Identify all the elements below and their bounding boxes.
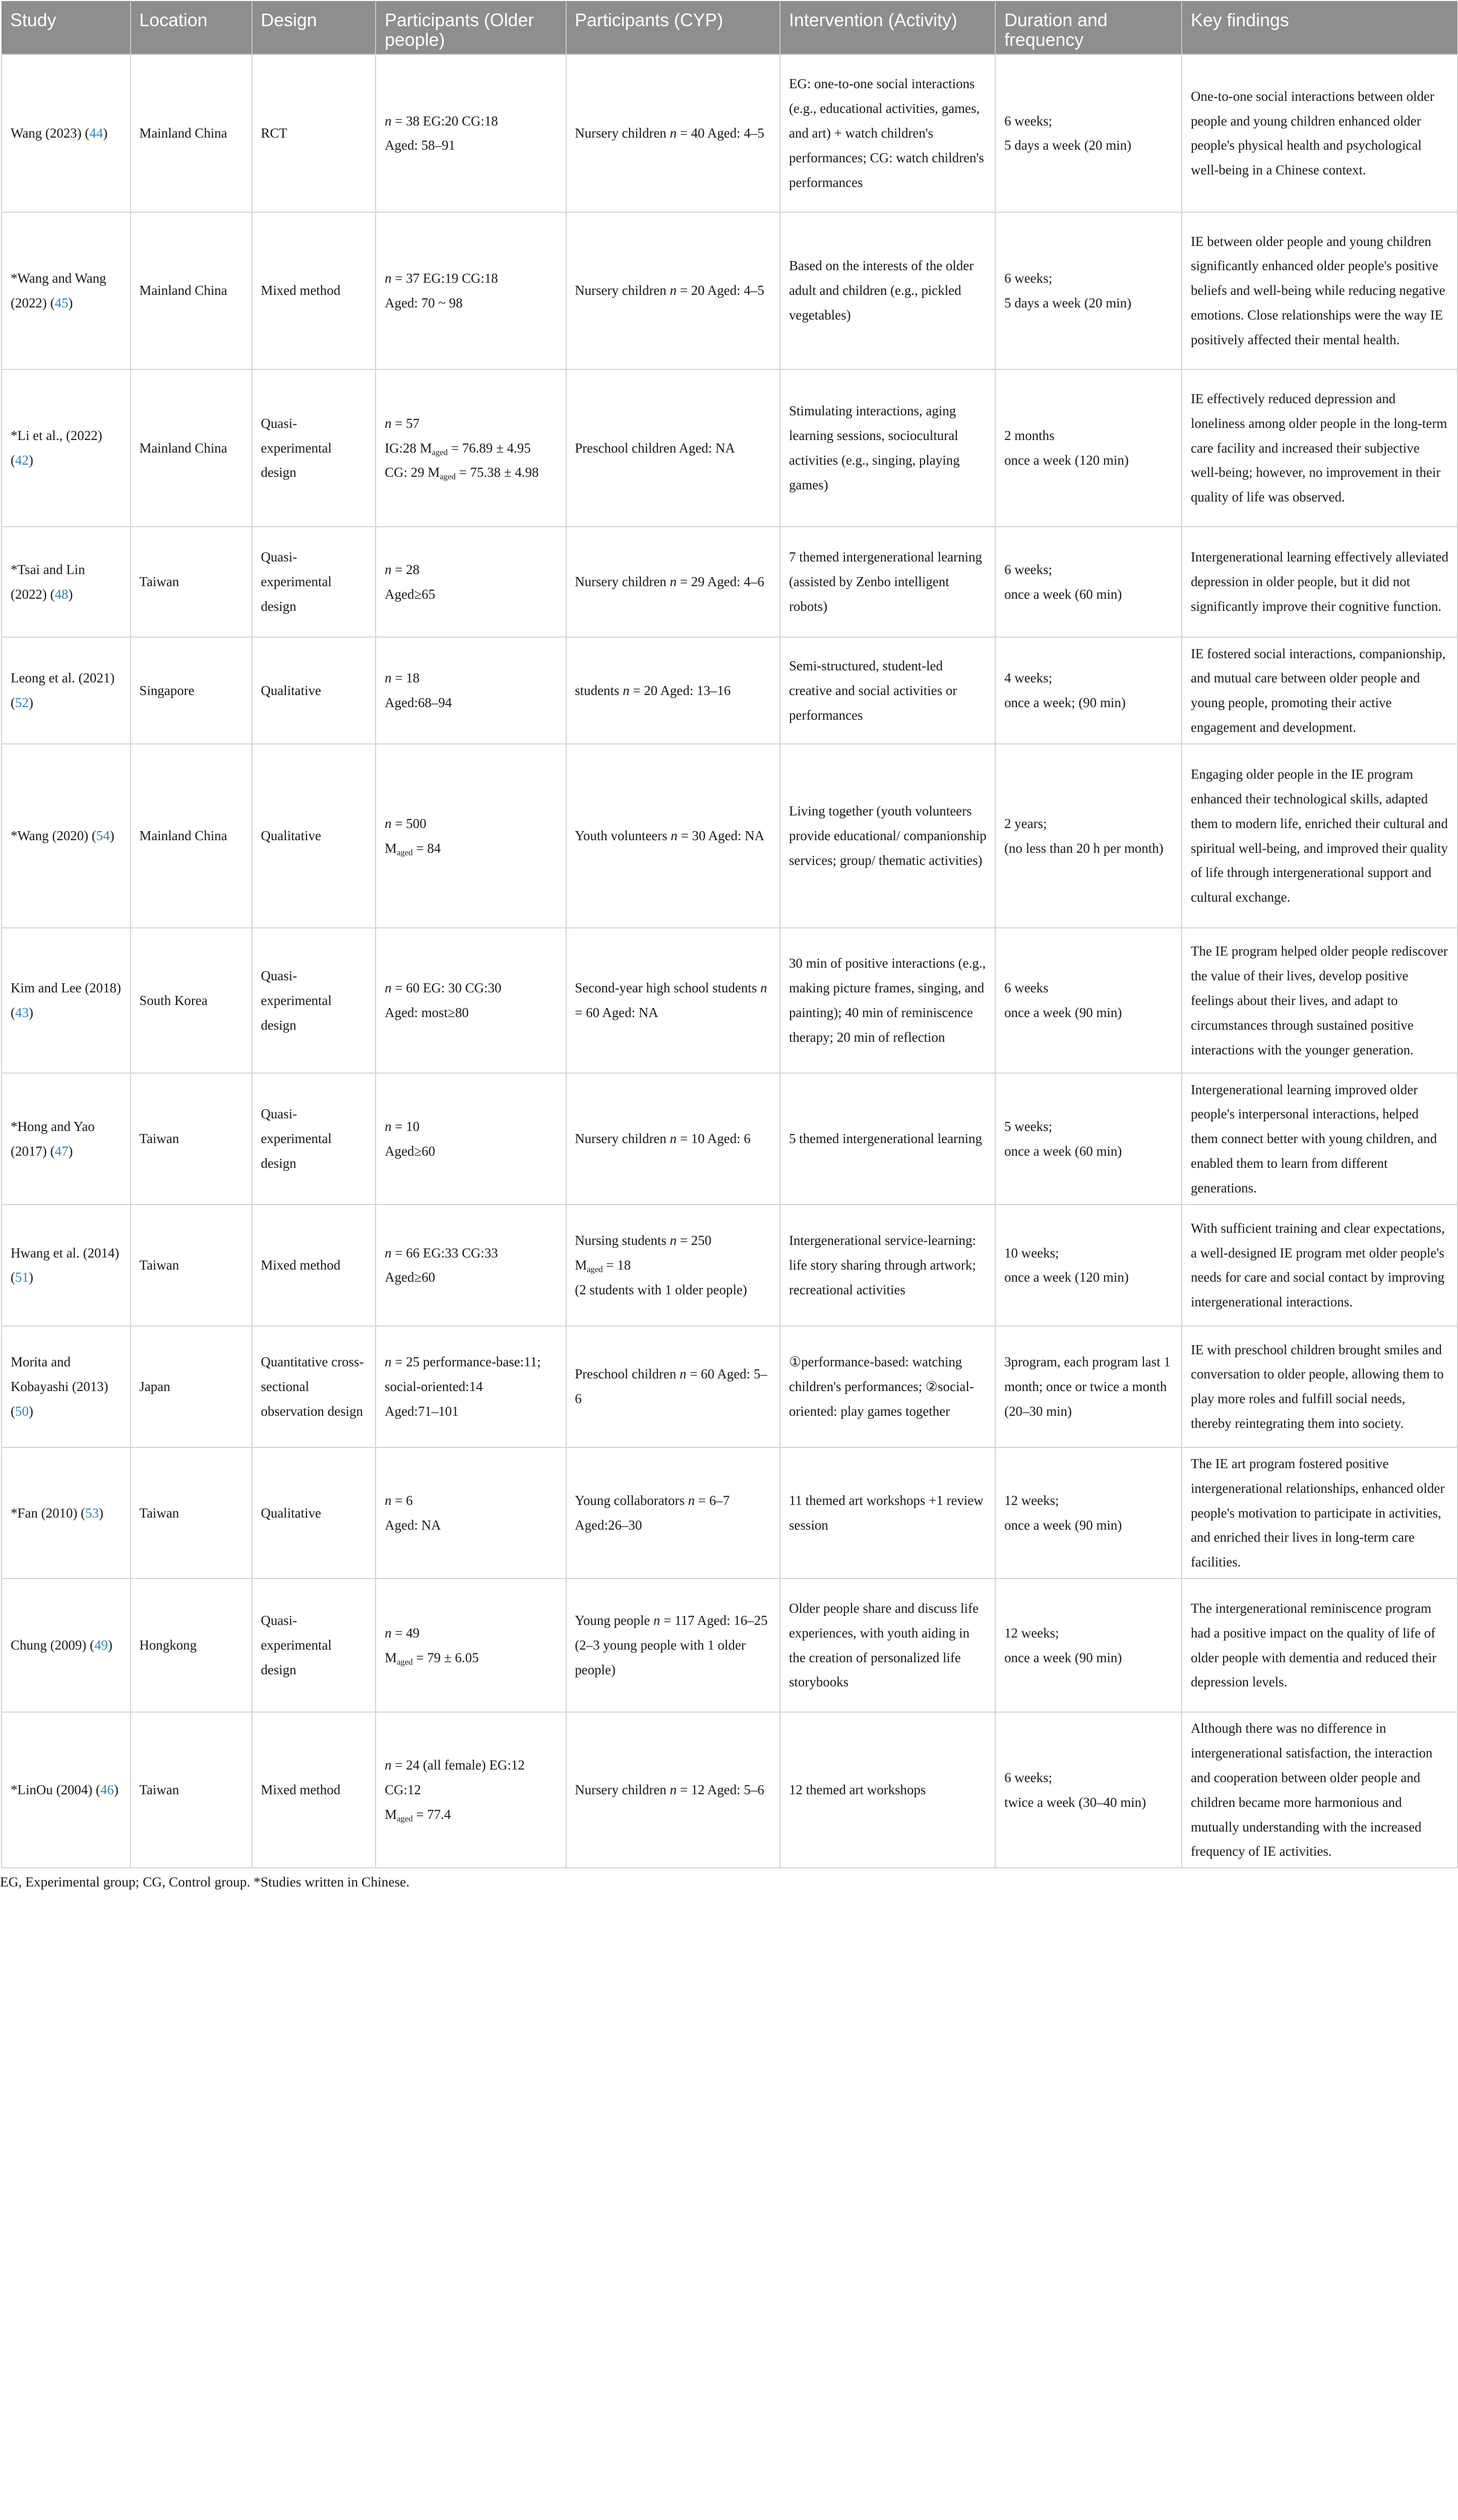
cell-participants-older: n = 500 $M_{aged} = 84$ xyxy=(376,744,566,928)
cell-location: Taiwan xyxy=(131,1712,252,1868)
cell-duration: 12 weeks; once a week (90 min) xyxy=(995,1447,1182,1579)
table-row xyxy=(2,928,1457,1073)
reference-link[interactable]: 42 xyxy=(15,452,29,468)
cell-intervention: ①performance-based: watching children's performances; ②social-oriented: play games together xyxy=(780,1326,995,1447)
cell-key-findings: IE fostered social interactions, companionship, and mutual care between older people and young people, promoting their active engagement and development. xyxy=(1182,637,1457,744)
reference-link[interactable]: 52 xyxy=(15,695,29,711)
cell-study: Chung (2009) (49) xyxy=(2,1579,130,1712)
table-header-row xyxy=(2,1,1457,54)
cell-location: Mainland China xyxy=(131,54,252,212)
cell-participants-older: n = 49 $M_{aged} = 79 \pm 6.05$ xyxy=(376,1579,566,1712)
header-location: Location xyxy=(131,1,252,54)
cell-participants-cyp: students n = 20 Aged: 13–16 xyxy=(566,637,780,744)
header-participants-older: Participants (Older people) xyxy=(376,1,566,54)
cell-participants-cyp: Nursing students n = 250 $M_{aged} = 18$ (2 students with 1 older people) xyxy=(566,1205,780,1326)
cell-intervention: Semi-structured, student-led creative and social activities or performances xyxy=(780,637,995,744)
cell-design: RCT xyxy=(252,54,376,212)
header-key-findings: Key findings xyxy=(1182,1,1457,54)
cell-location: Mainland China xyxy=(131,212,252,369)
cell-participants-cyp: Preschool children Aged: NA xyxy=(566,369,780,527)
cell-intervention: 7 themed intergenerational learning (assisted by Zenbo intelligent robots) xyxy=(780,527,995,637)
table-row xyxy=(2,1073,1457,1205)
cell-design: Qualitative xyxy=(252,1447,376,1579)
cell-participants-older: n = 38 EG:20 CG:18 Aged: 58–91 xyxy=(376,54,566,212)
cell-design: Quantitative cross-sectional observation design xyxy=(252,1326,376,1447)
cell-duration: 2 years; (no less than 20 h per month) xyxy=(995,744,1182,928)
cell-study: Morita and Kobayashi (2013) (50) xyxy=(2,1326,130,1447)
reference-link[interactable]: 48 xyxy=(54,586,69,602)
table-footnote: EG, Experimental group; CG, Control group. *Studies written in Chinese. xyxy=(0,1874,410,1890)
cell-study: *Fan (2010) (53) xyxy=(2,1447,130,1579)
cell-study: *Tsai and Lin (2022) (48) xyxy=(2,527,130,637)
cell-intervention: Stimulating interactions, aging learning sessions, sociocultural activities (e.g., singing, playing games) xyxy=(780,369,995,527)
reference-link[interactable]: 44 xyxy=(89,125,103,141)
cell-participants-older: n = 60 EG: 30 CG:30 Aged: most≥80 xyxy=(376,928,566,1073)
cell-participants-older: n = 57 IG:28 $M_{aged} = 76.89 \pm 4.95$ CG: 29 $M_{aged} = 75.38 \pm 4.98$ xyxy=(376,369,566,527)
cell-key-findings: IE between older people and young children significantly enhanced older people's positive beliefs and well-being while reducing negative emotions. Close relationships were the way IE positively affected their mental health. xyxy=(1182,212,1457,369)
cell-duration: 5 weeks; once a week (60 min) xyxy=(995,1073,1182,1205)
reference-link[interactable]: 45 xyxy=(54,295,69,310)
header-study: Study xyxy=(2,1,130,54)
cell-design: Quasi-experimental design xyxy=(252,1073,376,1205)
cell-intervention: 11 themed art workshops +1 review session xyxy=(780,1447,995,1579)
cell-intervention: EG: one-to-one social interactions (e.g., educational activities, games, and art) + watch children's performances; CG: watch children's performances xyxy=(780,54,995,212)
cell-duration: 10 weeks; once a week (120 min) xyxy=(995,1205,1182,1326)
cell-key-findings: IE with preschool children brought smiles and conversation to older people, allowing them to play more roles and fulfill social needs, thereby reintegrating them into society. xyxy=(1182,1326,1457,1447)
cell-design: Mixed method xyxy=(252,212,376,369)
cell-location: South Korea xyxy=(131,928,252,1073)
cell-duration: 12 weeks; once a week (90 min) xyxy=(995,1579,1182,1712)
cell-key-findings: With sufficient training and clear expectations, a well-designed IE program met older people's needs for care and social contact by improving intergenerational interactions. xyxy=(1182,1205,1457,1326)
cell-design: Quasi-experimental design xyxy=(252,1579,376,1712)
cell-study: Kim and Lee (2018) (43) xyxy=(2,928,130,1073)
header-intervention: Intervention (Activity) xyxy=(780,1,995,54)
cell-duration: 6 weeks once a week (90 min) xyxy=(995,928,1182,1073)
cell-location: Taiwan xyxy=(131,1205,252,1326)
cell-participants-older: n = 25 performance-base:11; social-oriented:14 Aged:71–101 xyxy=(376,1326,566,1447)
table-row xyxy=(2,1579,1457,1712)
cell-location: Mainland China xyxy=(131,744,252,928)
cell-location: Singapore xyxy=(131,637,252,744)
cell-study: Hwang et al. (2014) (51) xyxy=(2,1205,130,1326)
cell-participants-older: n = 66 EG:33 CG:33 Aged≥60 xyxy=(376,1205,566,1326)
reference-link[interactable]: 50 xyxy=(15,1403,29,1419)
cell-location: Hongkong xyxy=(131,1579,252,1712)
cell-study: *LinOu (2004) (46) xyxy=(2,1712,130,1868)
table-row xyxy=(2,1205,1457,1326)
header-design: Design xyxy=(252,1,376,54)
cell-design: Quasi-experimental design xyxy=(252,928,376,1073)
cell-design: Qualitative xyxy=(252,637,376,744)
cell-design: Mixed method xyxy=(252,1205,376,1326)
table-row xyxy=(2,744,1457,928)
cell-location: Mainland China xyxy=(131,369,252,527)
table-row xyxy=(2,1326,1457,1447)
table-row xyxy=(2,369,1457,527)
cell-intervention: Living together (youth volunteers provide educational/ companionship services; group/ thematic activities) xyxy=(780,744,995,928)
header-participants-cyp: Participants (CYP) xyxy=(566,1,780,54)
studies-table xyxy=(1,1,1457,1868)
cell-participants-older: n = 18 Aged:68–94 xyxy=(376,637,566,744)
table-row xyxy=(2,1447,1457,1579)
cell-key-findings: One-to-one social interactions between older people and young children enhanced older people's physical health and psychological well-being in a Chinese context. xyxy=(1182,54,1457,212)
reference-link[interactable]: 46 xyxy=(100,1782,114,1798)
cell-intervention: 5 themed intergenerational learning xyxy=(780,1073,995,1205)
table-row xyxy=(2,212,1457,369)
cell-intervention: Intergenerational service-learning: life story sharing through artwork; recreational activities xyxy=(780,1205,995,1326)
cell-location: Taiwan xyxy=(131,1073,252,1205)
reference-link[interactable]: 51 xyxy=(15,1270,29,1285)
reference-link[interactable]: 47 xyxy=(54,1143,69,1159)
cell-location: Taiwan xyxy=(131,1447,252,1579)
table-row xyxy=(2,637,1457,744)
cell-participants-cyp: Nursery children n = 12 Aged: 5–6 xyxy=(566,1712,780,1868)
cell-study: Leong et al. (2021) (52) xyxy=(2,637,130,744)
cell-duration: 6 weeks; 5 days a week (20 min) xyxy=(995,54,1182,212)
table-row xyxy=(2,527,1457,637)
header-duration: Duration and frequency xyxy=(995,1,1182,54)
cell-design: Quasi-experimental design xyxy=(252,527,376,637)
cell-key-findings: Although there was no difference in intergenerational satisfaction, the interaction and cooperation between older people and children became more harmonious and mutually understanding with the increased frequency of IE activities. xyxy=(1182,1712,1457,1868)
cell-study: *Wang (2020) (54) xyxy=(2,744,130,928)
cell-duration: 6 weeks; twice a week (30–40 min) xyxy=(995,1712,1182,1868)
cell-participants-cyp: Second-year high school students n = 60 Aged: NA xyxy=(566,928,780,1073)
cell-intervention: Older people share and discuss life experiences, with youth aiding in the creation of personalized life storybooks xyxy=(780,1579,995,1712)
reference-link[interactable]: 43 xyxy=(15,1005,29,1021)
cell-duration: 2 months once a week (120 min) xyxy=(995,369,1182,527)
cell-participants-older: n = 37 EG:19 CG:18 Aged: 70 ~ 98 xyxy=(376,212,566,369)
cell-participants-older: n = 24 (all female) EG:12 CG:12 $M_{aged} = 77.4$ xyxy=(376,1712,566,1868)
cell-duration: 6 weeks; 5 days a week (20 min) xyxy=(995,212,1182,369)
cell-intervention: 12 themed art workshops xyxy=(780,1712,995,1868)
cell-intervention: Based on the interests of the older adult and children (e.g., pickled vegetables) xyxy=(780,212,995,369)
cell-location: Japan xyxy=(131,1326,252,1447)
reference-link[interactable]: 53 xyxy=(85,1505,99,1521)
cell-participants-older: n = 10 Aged≥60 xyxy=(376,1073,566,1205)
table-row xyxy=(2,1712,1457,1868)
cell-participants-cyp: Nursery children n = 40 Aged: 4–5 xyxy=(566,54,780,212)
cell-participants-cyp: Nursery children n = 29 Aged: 4–6 xyxy=(566,527,780,637)
cell-participants-cyp: Nursery children n = 10 Aged: 6 xyxy=(566,1073,780,1205)
cell-design: Quasi-experimental design xyxy=(252,369,376,527)
cell-duration: 6 weeks; once a week (60 min) xyxy=(995,527,1182,637)
reference-link[interactable]: 49 xyxy=(94,1637,108,1653)
cell-participants-older: n = 6 Aged: NA xyxy=(376,1447,566,1579)
cell-duration: 3program, each program last 1 month; once or twice a month (20–30 min) xyxy=(995,1326,1182,1447)
cell-key-findings: The IE art program fostered positive intergenerational relationships, enhanced older people's motivation to participate in activities, and enriched their lives in long-term care facilities. xyxy=(1182,1447,1457,1579)
cell-study: Wang (2023) (44) xyxy=(2,54,130,212)
cell-key-findings: The IE program helped older people rediscover the value of their lives, develop positive feelings about their lives, and adapt to circumstances through sustained positive interactions with the younger generation. xyxy=(1182,928,1457,1073)
cell-participants-cyp: Young people n = 117 Aged: 16–25 (2–3 young people with 1 older people) xyxy=(566,1579,780,1712)
cell-design: Qualitative xyxy=(252,744,376,928)
table-row xyxy=(2,54,1457,212)
cell-study: *Wang and Wang (2022) (45) xyxy=(2,212,130,369)
cell-key-findings: Intergenerational learning improved older people's interpersonal interactions, helped them connect better with young children, and enabled them to learn from different generations. xyxy=(1182,1073,1457,1205)
reference-link[interactable]: 54 xyxy=(96,828,110,844)
cell-participants-cyp: Preschool children n = 60 Aged: 5–6 xyxy=(566,1326,780,1447)
cell-intervention: 30 min of positive interactions (e.g., making picture frames, singing, and painting); 40 min of reminiscence therapy; 20 min of reflection xyxy=(780,928,995,1073)
cell-key-findings: The intergenerational reminiscence program had a positive impact on the quality of life of older people with dementia and reduced their depression levels. xyxy=(1182,1579,1457,1712)
cell-participants-cyp: Young collaborators n = 6–7 Aged:26–30 xyxy=(566,1447,780,1579)
cell-key-findings: Engaging older people in the IE program enhanced their technological skills, adapted them to modern life, enriched their cultural and spiritual well-being, and improved their quality of life through intergenerational support and cultural exchange. xyxy=(1182,744,1457,928)
cell-key-findings: IE effectively reduced depression and loneliness among older people in the long-term care facility and increased their subjective well-being; however, no improvement in their quality of life was observed. xyxy=(1182,369,1457,527)
cell-design: Mixed method xyxy=(252,1712,376,1868)
cell-location: Taiwan xyxy=(131,527,252,637)
cell-participants-older: n = 28 Aged≥65 xyxy=(376,527,566,637)
cell-participants-cyp: Nursery children n = 20 Aged: 4–5 xyxy=(566,212,780,369)
cell-key-findings: Intergenerational learning effectively alleviated depression in older people, but it did not significantly improve their cognitive function. xyxy=(1182,527,1457,637)
cell-participants-cyp: Youth volunteers n = 30 Aged: NA xyxy=(566,744,780,928)
cell-study: *Li et al., (2022) (42) xyxy=(2,369,130,527)
cell-duration: 4 weeks; once a week; (90 min) xyxy=(995,637,1182,744)
cell-study: *Hong and Yao (2017) (47) xyxy=(2,1073,130,1205)
